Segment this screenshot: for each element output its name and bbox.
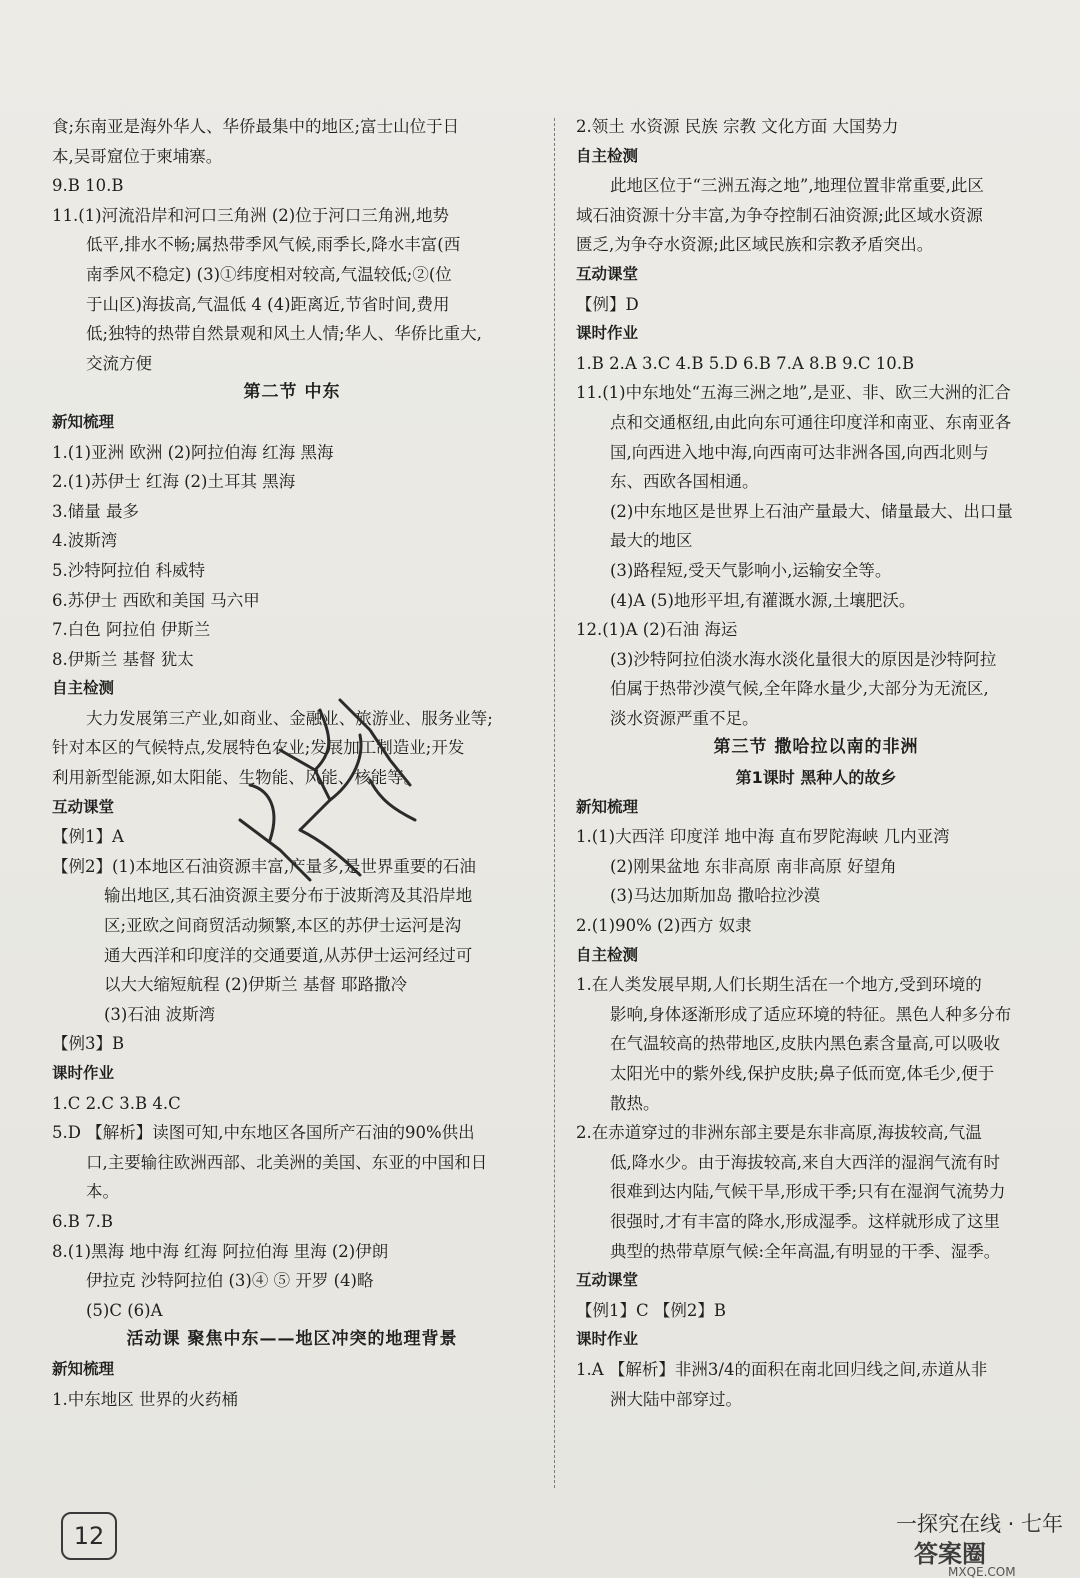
text-line: 南季风不稳定) (3)①纬度相对较高,气温较低;②(位 xyxy=(86,264,452,284)
subsection-label: 新知梳理 xyxy=(52,1359,115,1378)
text-line: 1.A 【解析】非洲3/4的面积在南北回归线之间,赤道从非 xyxy=(576,1359,988,1379)
text-line: 交流方便 xyxy=(86,353,152,373)
text-line: 8.伊斯兰 基督 犹太 xyxy=(52,649,194,669)
text-line: 11.(1)中东地处“五海三洲之地”,是亚、非、欧三大洲的汇合 xyxy=(576,383,1011,403)
text-line: 域石油资源十分丰富,为争夺控制石油资源;此区域水资源 xyxy=(576,205,983,225)
text-line: 影响,身体逐渐形成了适应环境的特征。黑色人种多分布 xyxy=(610,1004,1012,1024)
watermark-logo-icon xyxy=(908,1536,1080,1578)
text-line: 最大的地区 xyxy=(610,531,693,551)
page-number: 12 xyxy=(61,1512,117,1560)
text-line: (3)路程短,受天气影响小,运输安全等。 xyxy=(610,560,892,580)
text-line: 国,向西进入地中海,向西南可达非洲各国,向西北则与 xyxy=(610,442,989,462)
text-line: 通大西洋和印度洋的交通要道,从苏伊士运河经过可 xyxy=(104,945,473,965)
text-line: 很难到达内陆,气候干旱,形成干季;只有在湿润气流势力 xyxy=(610,1182,1006,1202)
text-line: 太阳光中的紫外线,保护皮肤;鼻子低而宽,体毛少,便于 xyxy=(610,1064,995,1083)
subsection-label: 课时作业 xyxy=(52,1064,115,1082)
subsection-label: 互动课堂 xyxy=(52,797,115,816)
series-title: 一探究在线 · 七年 xyxy=(896,1512,1064,1536)
text-line: 1.(1)亚洲 欧洲 (2)阿拉伯海 红海 黑海 xyxy=(52,442,334,462)
text-line: 4.波斯湾 xyxy=(52,531,118,551)
text-line: 区;亚欧之间商贸活动频繁,本区的苏伊士运河是沟 xyxy=(104,916,462,936)
text-line: 5.D 【解析】读图可知,中东地区各国所产石油的90%供出 xyxy=(52,1123,475,1143)
text-line: 输出地区,其石油资源主要分布于波斯湾及其沿岸地 xyxy=(104,886,473,906)
text-line: 1.在人类发展早期,人们长期生活在一个地方,受到环境的 xyxy=(576,975,982,995)
text-line: (3)石油 波斯湾 xyxy=(104,1004,216,1024)
subsection-label: 自主检测 xyxy=(576,146,639,165)
text-line: 本,吴哥窟位于柬埔寨。 xyxy=(52,146,223,166)
text-line: 2.在赤道穿过的非洲东部主要是东非高原,海拔较高,气温 xyxy=(576,1123,982,1143)
text-line: 在气温较高的热带地区,皮肤内黑色素含量高,可以吸收 xyxy=(610,1034,1000,1054)
text-line: (2)中东地区是世界上石油产量最大、储量最大、出口量 xyxy=(610,501,1013,521)
section-heading: 第二节 中东 xyxy=(243,382,341,403)
text-line: 本。 xyxy=(86,1182,119,1202)
text-line: 2.(1)苏伊士 红海 (2)土耳其 黑海 xyxy=(52,472,296,492)
text-line: 【例2】(1)本地区石油资源丰富,产量多,是世界重要的石油 xyxy=(52,856,476,876)
section-heading: 第三节 撒哈拉以南的非洲 xyxy=(713,737,919,758)
text-line: 大力发展第三产业,如商业、金融业、旅游业、服务业等; xyxy=(86,708,493,728)
text-line: 【例1】A xyxy=(52,827,124,847)
text-line: (3)沙特阿拉伯淡水海水淡化量很大的原因是沙特阿拉 xyxy=(610,649,997,669)
subsection-label: 课时作业 xyxy=(576,324,639,343)
text-line: 3.储量 最多 xyxy=(52,501,139,521)
text-line: 1.C 2.C 3.B 4.C xyxy=(52,1093,181,1113)
subsection-label: 新知梳理 xyxy=(576,797,639,816)
section-heading: 活动课 聚焦中东——地区冲突的地理背景 xyxy=(126,1329,458,1350)
text-line: 很强时,才有丰富的降水,形成湿季。这样就形成了这里 xyxy=(610,1211,1000,1231)
text-line: 低平,排水不畅;属热带季风气候,雨季长,降水丰富(西 xyxy=(86,235,461,255)
subsection-label: 自主检测 xyxy=(576,945,639,964)
text-line: (5)C (6)A xyxy=(86,1300,163,1320)
text-line: 伯属于热带沙漠气候,全年降水量少,大部分为无流区, xyxy=(610,679,989,699)
text-line: 9.B 10.B xyxy=(52,176,124,196)
text-line: 洲大陆中部穿过。 xyxy=(610,1389,742,1409)
subsection-label: 自主检测 xyxy=(52,679,115,698)
text-line: (3)马达加斯加岛 撒哈拉沙漠 xyxy=(610,886,821,906)
svg-text:MXQE.COM: MXQE.COM xyxy=(948,1565,1016,1578)
subsection-label: 互动课堂 xyxy=(576,264,639,283)
text-line: 【例3】B xyxy=(52,1034,125,1054)
text-line: 【例1】C 【例2】B xyxy=(576,1300,726,1320)
text-line: 低;独特的热带自然景观和风土人情;华人、华侨比重大, xyxy=(86,324,482,344)
text-line: 2.领土 水资源 民族 宗教 文化方面 大国势力 xyxy=(576,117,899,136)
text-line: 6.B 7.B xyxy=(52,1211,113,1231)
right-column xyxy=(576,112,1056,1414)
text-line: (4)A (5)地形平坦,有灌溉水源,土壤肥沃。 xyxy=(610,590,916,610)
text-line: 散热。 xyxy=(610,1093,660,1113)
text-line: 7.白色 阿拉伯 伊斯兰 xyxy=(52,620,211,640)
text-line: 典型的热带草原气候:全年高温,有明显的干季、湿季。 xyxy=(610,1241,1001,1261)
text-line: 1.(1)大西洋 印度洋 地中海 直布罗陀海峡 几内亚湾 xyxy=(576,827,950,847)
text-line: 5.沙特阿拉伯 科威特 xyxy=(52,560,205,580)
section-heading: 第1课时 黑种人的故乡 xyxy=(735,768,897,788)
text-line: 以大大缩短航程 (2)伊斯兰 基督 耶路撒冷 xyxy=(104,975,408,995)
column-divider xyxy=(554,118,555,1488)
text-line: 8.(1)黑海 地中海 红海 阿拉伯海 里海 (2)伊朗 xyxy=(52,1241,389,1261)
text-line: 点和交通枢纽,由此向东可通往印度洋和南亚、东南亚各 xyxy=(610,412,1012,432)
text-line: 淡水资源严重不足。 xyxy=(610,708,759,728)
text-line: 11.(1)河流沿岸和河口三角洲 (2)位于河口三角洲,地势 xyxy=(52,205,449,225)
subsection-label: 互动课堂 xyxy=(576,1271,639,1290)
text-line: 于山区)海拔高,气温低 4 (4)距离近,节省时间,费用 xyxy=(86,294,450,314)
text-line: 针对本区的气候特点,发展特色农业;发展加工制造业;开发 xyxy=(52,738,465,758)
text-line: 伊拉克 沙特阿拉伯 (3)④ ⑤ 开罗 (4)略 xyxy=(86,1271,374,1291)
subsection-label: 课时作业 xyxy=(576,1330,639,1349)
svg-text:答案圈: 答案圈 xyxy=(914,1540,986,1568)
text-line: 1.B 2.A 3.C 4.B 5.D 6.B 7.A 8.B 9.C 10.B xyxy=(576,353,915,373)
text-line: 食;东南亚是海外华人、华侨最集中的地区;富士山位于日 xyxy=(52,117,460,136)
text-line: 口,主要输往欧洲西部、北美洲的美国、东亚的中国和日 xyxy=(86,1152,488,1172)
text-line: 6.苏伊士 西欧和美国 马六甲 xyxy=(52,590,260,610)
text-line: 利用新型能源,如太阳能、生物能、风能、核能等。 xyxy=(52,768,421,788)
text-line: 此地区位于“三洲五海之地”,地理位置非常重要,此区 xyxy=(610,176,984,196)
text-line: 低,降水少。由于海拔较高,来自大西洋的湿润气流有时 xyxy=(610,1152,1000,1172)
subsection-label: 新知梳理 xyxy=(52,412,115,431)
handwritten-stamp-icon xyxy=(220,690,430,890)
text-line: 【例】D xyxy=(576,294,639,314)
text-line: (2)刚果盆地 东非高原 南非高原 好望角 xyxy=(610,856,897,876)
text-line: 匮乏,为争夺水资源;此区域民族和宗教矛盾突出。 xyxy=(576,235,934,255)
text-line: 1.中东地区 世界的火药桶 xyxy=(52,1389,238,1409)
text-line: 东、西欧各国相通。 xyxy=(610,472,759,492)
text-line: 2.(1)90% (2)西方 奴隶 xyxy=(576,916,752,936)
text-line: 12.(1)A (2)石油 海运 xyxy=(576,620,738,640)
